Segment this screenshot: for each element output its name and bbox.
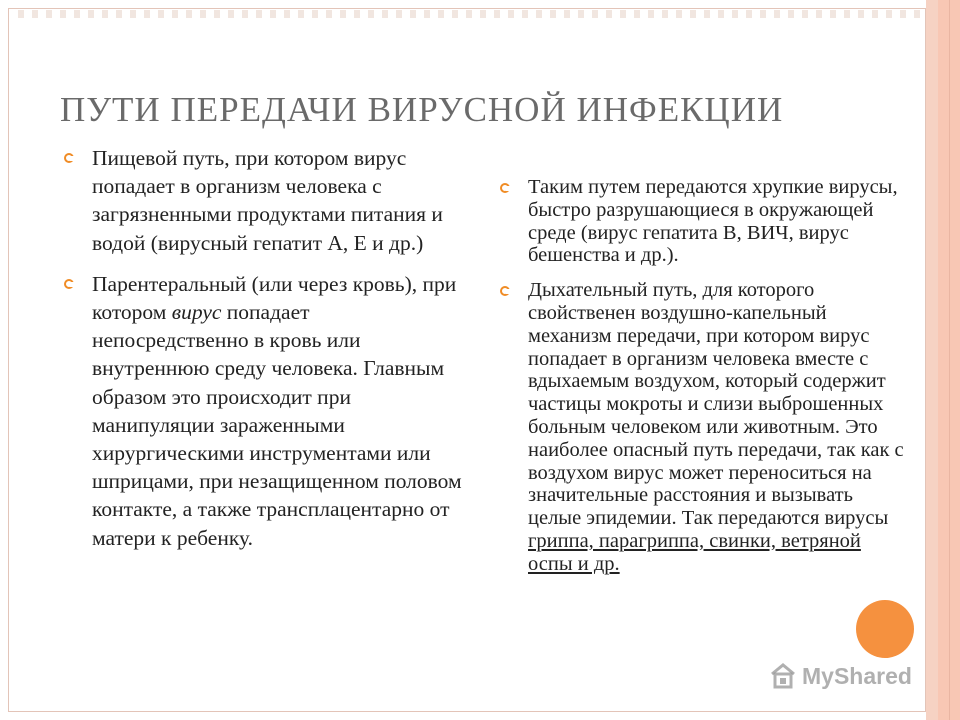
bullet-text-start: Парентеральный (или через кровь), при котором bbox=[92, 271, 457, 325]
left-column bbox=[62, 144, 462, 552]
right-column bbox=[498, 176, 908, 576]
top-decorative-pattern bbox=[18, 10, 920, 18]
bullet-icon bbox=[500, 286, 510, 296]
decorative-orange-circle bbox=[856, 600, 914, 658]
bullet-text: Таким путем передаются хрупкие вирусы, быстро разрушающиеся в окружающей среде (вирус гепатита В, ВИЧ, вирус бешенства и др.). bbox=[528, 176, 898, 267]
right-decorative-line bbox=[949, 0, 950, 720]
bullet-icon bbox=[500, 183, 510, 193]
emphasized-word: вирус bbox=[171, 300, 222, 325]
logo-icon bbox=[768, 661, 798, 691]
bullet-text: Пищевой путь, при котором вирус попадает в организм человека с загрязненными продуктами питания и водой (вирусный гепатит А, Е и др.) bbox=[92, 146, 443, 255]
bullet-item bbox=[62, 270, 462, 552]
bullet-item bbox=[498, 176, 908, 267]
watermark-text: MyShared bbox=[802, 662, 912, 689]
bullet-text-end: попадает непосредственно в кровь или внутреннюю среду человека. Главным образом это происходит при манипуляции зараженными хирургическими инструментами или шприцами, при незащищенном половом контакте, а также трансплацентарно от матери к ребенку. bbox=[92, 300, 462, 550]
underlined-virus-list: гриппа, парагриппа, свинки, ветряной оспы и др. bbox=[528, 529, 861, 575]
bullet-text-start: Дыхательный путь, для которого свойственен воздушно-капельный механизм передачи, при котором вирус попадает в организм человека вместе с вдыхаемым воздухом, который содержит частицы мокроты и слизи выброшенных больным человеком или животным. Это наиболее опасный путь передачи, так как с воздухом вирус может переноситься на значительные расстояния и вызывать целые эпидемии. Так передаются вирусы bbox=[528, 279, 904, 530]
watermark bbox=[768, 656, 928, 696]
bullet-item bbox=[62, 144, 462, 257]
bullet-icon bbox=[64, 279, 74, 289]
slide-title: ПУТИ ПЕРЕДАЧИ ВИРУСНОЙ ИНФЕКЦИИ bbox=[60, 90, 784, 129]
right-decorative-bar bbox=[926, 0, 938, 720]
bullet-item bbox=[498, 279, 908, 575]
bullet-icon bbox=[64, 153, 74, 163]
